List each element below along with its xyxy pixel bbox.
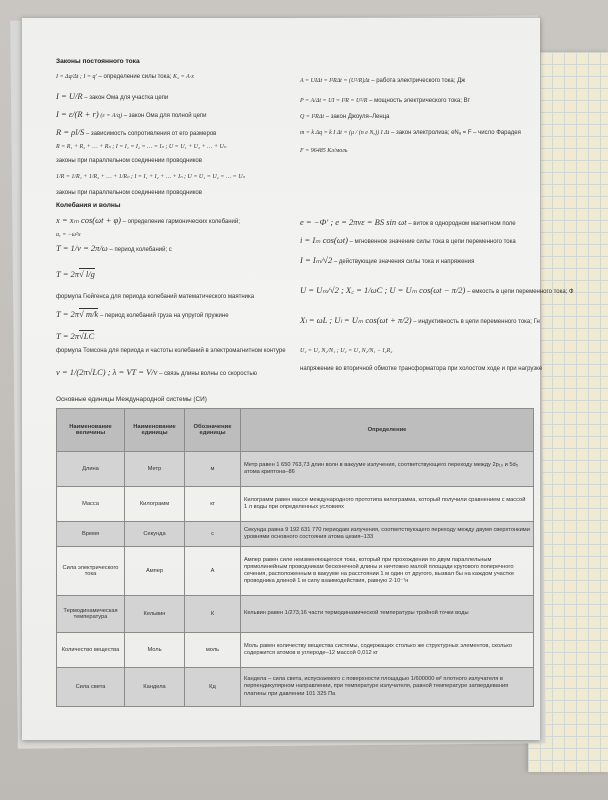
- formula-faraday: F = 96485 Кл/моль: [300, 148, 348, 154]
- table-row: [57, 547, 534, 596]
- cell-definition: Кандела – сила света, испускаемого с поверхности площадью 1/600000 м² плотного излучателя в перпендикулярном направлении, при температуре излучателя, равной температуре затвердевания платины при давлении 101 325 Па: [241, 668, 534, 707]
- cell-definition: Ампер равен силе неизменяющегося тока, который при прохождении по двум параллельным прямолинейным проводникам бесконечной длины и ничтожно малой площади кругового поперечного сечения, расположенным в вакууме на расстоянии 1 м один от другого, вызвал бы на каждом участке проводника длиной 1 м силу взаимодействия, равную 2·10⁻⁷н: [241, 547, 534, 596]
- cell-definition: Килограмм равен массе международного прототипа килограмма, который получили сравнением с массой 1 л воды при определенных условиях: [241, 487, 534, 522]
- cell-unit-name: Кандела: [125, 668, 185, 707]
- cell-quantity: Количество вещества: [57, 633, 125, 668]
- formula-lc: T = 2π√LC: [56, 331, 95, 341]
- cell-quantity: Длина: [57, 452, 125, 487]
- header-unit-symbol: Обозначение единицы: [185, 409, 241, 452]
- pendulum-note: формула Гюйгенса для периода колебаний математического маятника: [56, 294, 255, 300]
- cell-quantity: Сила света: [57, 668, 125, 707]
- formula-inductive: Xₗ = ωL ; Uₗ = Uₘ cos(ωt + π/2) – индуктивность в цепи переменного тока; Гн: [300, 315, 540, 325]
- formula-period: T = 1/ν = 2π/ω – период колебаний; с: [56, 243, 172, 253]
- si-table-title: Основные единицы Международной системы (СИ): [56, 396, 207, 403]
- cell-definition: Метр равен 1 650 763,73 длин волн в вакууме излучения, соответствующего переходу между 2p₁₀ и 5d₅ атома криптона–86: [241, 452, 534, 487]
- cell-unit-symbol: А: [185, 547, 241, 596]
- cell-quantity: Сила электрического тока: [57, 547, 125, 596]
- cell-unit-name: Метр: [125, 452, 185, 487]
- cell-quantity: Масса: [57, 487, 125, 522]
- table-row: [57, 522, 534, 547]
- cell-unit-name: Килограмм: [125, 487, 185, 522]
- formula-pendulum: T = 2π√ l/g: [56, 269, 95, 279]
- table-row: [57, 452, 534, 487]
- reference-sheet: [22, 18, 574, 740]
- formula-transformer: U₂ = U₁ N₂/N₁ ; U₂ = U₁ N₂/N₁ − I₂R₂: [300, 348, 393, 354]
- formula-work: A = UIΔt = I²RΔt = (U²/R)Δt – работа электрического тока; Дж: [300, 78, 466, 84]
- cell-unit-name: Ампер: [125, 547, 185, 596]
- formula-electrolysis: m = k Δq = k I Δt = (μ / (n e Nₐ)) I Δt – закон электролиза; eNₐ = F – число Фарадея: [300, 130, 521, 136]
- formula-harmonic: x = xₘ cos(ωt + φ) – определение гармонических колебаний;: [56, 215, 240, 225]
- formula-wavelength: ν = 1/(2π√LC) ; λ = VT = V/ν – связь длины волны со скоростью: [56, 367, 257, 377]
- cell-unit-name: Секунда: [125, 522, 185, 547]
- cell-unit-symbol: моль: [185, 633, 241, 668]
- formula-spring: T = 2π√ m/k – период колебаний груза на упругой пружине: [56, 309, 229, 319]
- formula-rms: I = Iₘ/√2 – действующие значения силы тока и напряжения: [300, 255, 475, 265]
- cell-unit-symbol: м: [185, 452, 241, 487]
- table-header-row: [57, 409, 534, 452]
- cell-definition: Моль равен количеству вещества системы, содержащих столько же структурных элементов, сколько содержится атомов в углероде–12 массой 0,012 кг: [241, 633, 534, 668]
- cell-unit-symbol: с: [185, 522, 241, 547]
- formula-capacitive: U = Uₘ/√2 ; X꜀ = 1/ωC ; U = Uₘ cos(ωt − π/2) – емкость в цепи переменного тока; Ф: [300, 285, 574, 295]
- header-unit-name: Наименование единицы: [125, 409, 185, 452]
- formula-ohm-section: I = U/R – закон Ома для участка цепи: [56, 91, 169, 101]
- table-row: [57, 487, 534, 522]
- cell-definition: Кельвин равен 1/273,16 части термодинамической температуры тройной точки воды: [241, 596, 534, 633]
- section-title-dc: Законы постоянного тока: [56, 58, 140, 65]
- cell-definition: Секунда равна 9 192 631 770 периодам излучения, соответствующего переходу между двумя сверхтонкими уровнями основного состояния атома цезия–133: [241, 522, 534, 547]
- si-units-table: [56, 408, 534, 707]
- cell-unit-symbol: Кд: [185, 668, 241, 707]
- transformer-note-line1: напряжение во вторичной обмотке трансформатора при холостом ходе и при нагрузке: [300, 366, 543, 372]
- cell-unit-name: Кельвин: [125, 596, 185, 633]
- formula-acceleration: aₓ = −ω²x: [56, 232, 81, 238]
- cell-quantity: Термодинамическая температура: [57, 596, 125, 633]
- formula-current-definition: I = Δq/Δt ; I = q′ – определение силы тока; K₂ = A·x: [56, 74, 194, 80]
- thomson-note: формула Томсона для периода и частоты колебаний в электромагнитном контуре: [56, 348, 286, 354]
- table-row: [57, 668, 534, 707]
- header-quantity: Наименование величины: [57, 409, 125, 452]
- formula-ohm-full: I = ε/(R + r) (ε = A/q) – закон Ома для полной цепи: [56, 109, 207, 119]
- parallel-note: законы при параллельном соединении проводников: [56, 190, 202, 196]
- formula-power: P = A/Δt = UI = I²R = U²/R – мощность электрического тока; Вт: [300, 98, 471, 104]
- cell-unit-symbol: К: [185, 596, 241, 633]
- cell-quantity: Время: [57, 522, 125, 547]
- table-row: [57, 596, 534, 633]
- header-definition: Определение: [241, 409, 534, 452]
- series-note: законы при параллельном соединении проводников: [56, 158, 202, 164]
- formula-ac-current: i = Iₘ cos(ωt) – мгновенное значение силы тока в цепи переменного тока: [300, 235, 516, 245]
- formula-emf-coil: e = −Ф′ ; e = 2πνε = BS sin ωt – виток в однородном магнитном поле: [300, 217, 516, 227]
- formula-parallel: 1/R = 1/R₁ + 1/R₂ + … + 1/Rₙ ; I = I₁ + I₂ + … + Iₙ ; U = U₁ = U₂ = … = Uₙ: [56, 174, 245, 180]
- formula-joule-lenz: Q = I²RΔt – закон Джоуля–Ленца: [300, 114, 390, 120]
- table-row: [57, 633, 534, 668]
- cell-unit-name: Моль: [125, 633, 185, 668]
- formula-series: R = R₁ + R₂ + … + Rₙ ; I = I₁ = I₂ = … = Iₙ ; U = U₁ + U₂ + … + Uₙ: [56, 144, 227, 150]
- cell-unit-symbol: кг: [185, 487, 241, 522]
- section-title-oscillations: Колебания и волны: [56, 202, 121, 209]
- formula-resistance: R = ρl/S – зависимость сопротивления от его размеров: [56, 127, 217, 137]
